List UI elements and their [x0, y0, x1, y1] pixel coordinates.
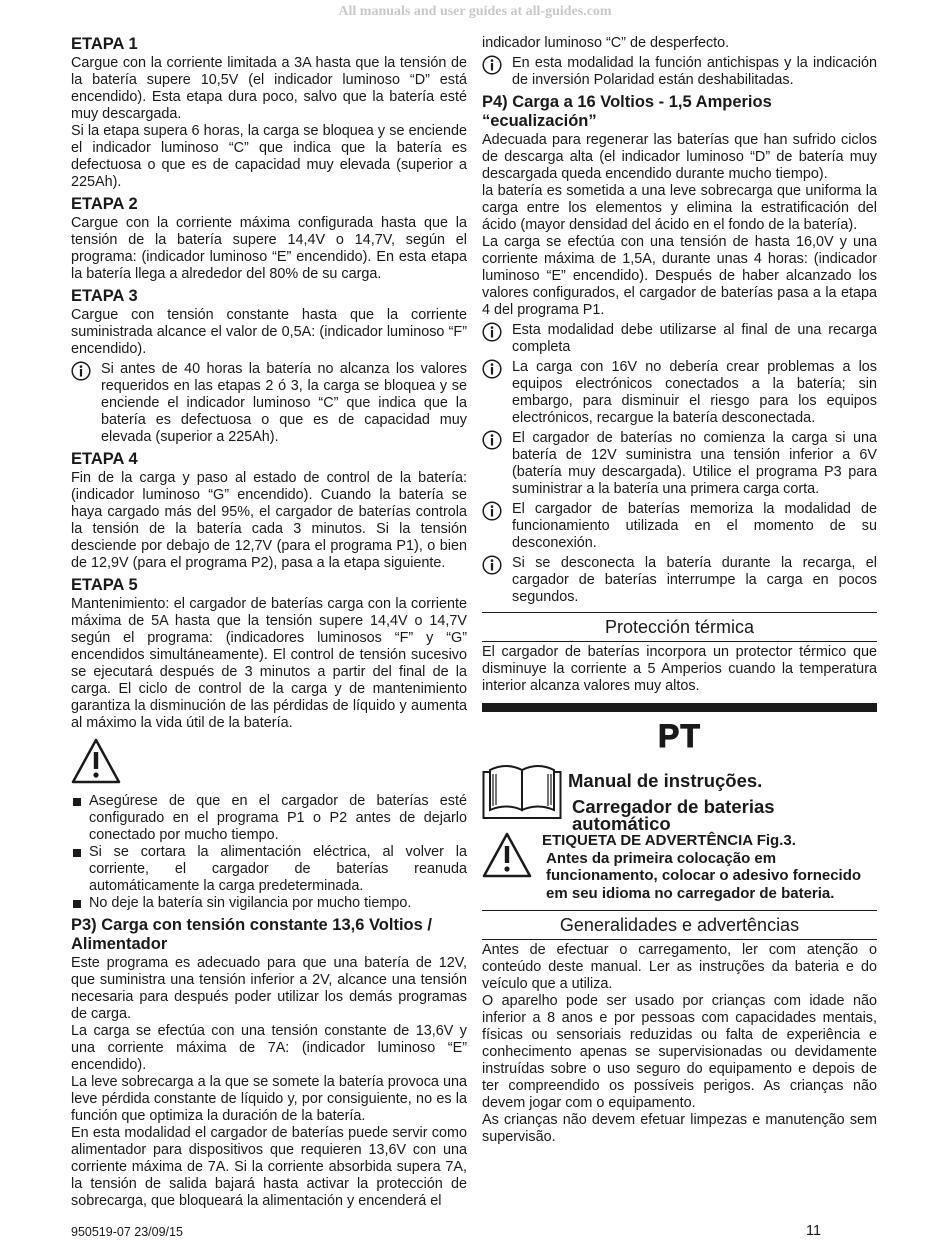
etapa3-note — [71, 361, 467, 446]
note-item — [482, 501, 877, 552]
left-column — [71, 35, 467, 1210]
info-icon — [71, 361, 91, 381]
list-item: Si se cortara la alimentación eléctrica, al volver la corriente, el cargador de baterías reanuda automáticamente la carga predeterminada. — [71, 844, 467, 895]
manual-header — [482, 760, 877, 834]
info-icon — [482, 359, 502, 379]
note-text: El cargador de baterías memoriza la modalidad de funcionamiento utilizada en el momento de su desconexión. — [512, 501, 877, 551]
warning-label-text: Antes da primeira colocação em funcionamento, colocar o adesivo fornecido em seu idioma no carregador de bateria. — [546, 849, 862, 902]
language-code: PT — [658, 718, 701, 754]
etapa4-title: ETAPA 4 — [71, 450, 138, 468]
language-bar — [482, 703, 877, 712]
general-p1: Antes de efectuar o carregamento, ler com atenção o conteúdo deste manual. Ler as instruções da bateria e do veículo que a utiliza. — [482, 942, 877, 992]
etapa1-title: ETAPA 1 — [71, 35, 138, 53]
etapa4-p1: Fin de la carga y paso al estado de control de la batería: (indicador luminoso “G” encendido). Cuando la batería se haya cargado más del 95%, el cargador de baterías controla la tensión de la batería cada 3 minutos. Si la tensión desciende por debajo de 12,7V (para el programa P1), o bien de 12,9V (para el programa P2), pasa a la etapa siguiente. — [71, 470, 467, 571]
thermal-title: Protección térmica — [604, 617, 755, 637]
etapa3-note-text: Si antes de 40 horas la batería no alcanza los valores requeridos en las etapas 2 ó 3, la carga se bloquea y se enciende el indicador luminoso “C” que indica que la batería es defectuosa o que es de capacidad muy elevada (superior a 225Ah). — [101, 361, 467, 445]
p4-title: P4) Carga a 16 Voltios - 1,5 Amperios “ecualización” — [482, 93, 772, 130]
warning-triangle-icon — [482, 832, 532, 878]
general-p3: As crianças não devem efetuar limpezas e manutenção sem supervisão. — [482, 1112, 877, 1145]
note-text: El cargador de baterías no comienza la carga si una batería de 12V suministra una tensión inferior a 6V (batería muy descargada). Utilice el programa P3 para suministrar a la batería una primera carga corta. — [512, 430, 877, 497]
p4-p2: la batería es sometida a una leve sobrecarga que uniforma la carga entre los elementos y elimina la estratificación del ácido (mayor densidad del ácido en el fondo de la batería). — [482, 183, 877, 233]
info-icon — [482, 555, 502, 575]
section-divider — [482, 641, 877, 642]
etapa5-title: ETAPA 5 — [71, 576, 138, 594]
thermal-p1: El cargador de baterías incorpora un protector térmico que disminuye la corriente a 5 Amperios cuando la temperatura interior alcanza valores muy altos. — [482, 644, 877, 694]
manual-subtitle: Carregador de baterias automático — [572, 796, 775, 834]
etapa1-p1: Cargue con la corriente limitada a 3A hasta que la tensión de la batería supere 10,5V (el indicador luminoso “D” está encendido). Esta etapa dura poco, salvo que la batería esté muy descargada. — [71, 55, 467, 122]
info-icon — [482, 501, 502, 521]
warning-label-block — [482, 832, 877, 902]
p4-p3: La carga se efectúa con una tensión de hasta 16,0V y una corriente máxima de 1,5A, durante unas 4 horas: (indicador luminoso “E” encendido). Después de haber alcanzado los valores configurados, el cargador de baterías pasa a la etapa 4 del programa P1. — [482, 234, 877, 318]
etapa3-p1: Cargue con tensión constante hasta que la corriente suministrada alcance el valor de 0,5A: (indicador luminoso “F” encendido). — [71, 307, 467, 357]
general-title: Generalidades e advertências — [559, 915, 800, 935]
etapa2-title: ETAPA 2 — [71, 195, 138, 213]
continued-text: indicador luminoso “C” de desperfecto. — [482, 35, 730, 51]
info-icon — [482, 55, 502, 75]
etapa3-title: ETAPA 3 — [71, 287, 138, 305]
section-divider — [482, 612, 877, 613]
p3-p3: La leve sobrecarga a la que se somete la batería provoca una leve pérdida constante de líquido y, por consiguiente, no es la función que optimiza la duración de la batería. — [71, 1074, 467, 1124]
list-item: Asegúrese de que en el cargador de baterías esté configurado en el programa P1 o P2 antes de dejarlo conectado por mucho tiempo. — [71, 793, 467, 844]
p3-p4: En esta modalidad el cargador de baterías puede servir como alimentador para dispositivos que requieren 13,6V con una corriente máxima de 7A. Si la corriente absorbida supera 7A, la tensión de salida bajará hasta activar la protección de sobrecarga, que bloqueará la alimentación y encenderá el — [71, 1125, 467, 1209]
note-text: Si se desconecta la batería durante la recarga, el cargador de baterías interrumpe la carga en pocos segundos. — [512, 555, 877, 605]
note-item — [482, 430, 877, 498]
manual-title: Manual de instruções. — [568, 770, 763, 791]
note-item — [482, 322, 877, 356]
general-p2: O aparelho pode ser usado por crianças com idade não inferior a 8 anos e por pessoas com capacidades mentais, físicas ou sensoriais reduzidas ou falta de experiência e conhecimento apenas se supervisionadas ou devidamente instruídas sobre o uso seguro do equipamento e depois de ter compreendido os possíveis perigos. As crianças não devem jogar com o equipamento. — [482, 993, 877, 1111]
p3-p1: Este programa es adecuado para que una batería de 12V, que suministra una tensión inferior a 2V, alcance una tensión necesaria para después poder utilizar los demás programas de carga. — [71, 955, 467, 1022]
etapa1-p2: Si la etapa supera 6 horas, la carga se bloquea y se enciende el indicador luminoso “C” que indica que la batería es defectuosa o que es de capacidad muy elevada (superior a 225Ah). — [71, 123, 467, 190]
warning-label-title: ETIQUETA DE ADVERTÊNCIA Fig.3. — [542, 832, 796, 849]
book-icon — [482, 760, 562, 820]
info-icon — [482, 430, 502, 450]
p3-title: P3) Carga con tensión constante 13,6 Voltios / Alimentador — [71, 916, 432, 953]
note-antichispas — [482, 55, 877, 89]
list-item: No deje la batería sin vigilancia por mucho tiempo. — [71, 895, 467, 912]
note-text: La carga con 16V no debería crear problemas a los equipos electrónicos conectados a la batería; sin embargo, para disminuir el riesgo para los equipos electrónicos, recargue la batería desconectada. — [512, 359, 877, 426]
note-text: Esta modalidad debe utilizarse al final de una recarga completa — [512, 322, 877, 355]
p3-p2: La carga se efectúa con una tensión constante de 13,6V y una corriente máxima de 7A: (indicador luminoso “E” encendido). — [71, 1023, 467, 1073]
note-item — [482, 359, 877, 427]
note-item — [482, 555, 877, 606]
warning-triangle-icon — [71, 738, 121, 784]
section-divider — [482, 910, 877, 911]
note-text: En esta modalidad la función antichispas y la indicación de inversión Polaridad están deshabilitadas. — [512, 55, 877, 88]
section-divider — [482, 939, 877, 940]
p4-p1: Adecuada para regenerar las baterías que han sufrido ciclos de descarga alta (el indicador luminoso “D” de batería muy descargada queda encendido durante mucho tiempo). — [482, 132, 877, 182]
watermark: All manuals and user guides at all-guides.com — [338, 4, 612, 19]
info-icon — [482, 322, 502, 342]
warning-list — [71, 793, 467, 912]
etapa2-p1: Cargue con la corriente máxima configurada hasta que la tensión de la batería supere 14,4V o 14,7V, según el programa: (indicador luminoso “E” encendido). En esta etapa la batería llega a alrededor del 80% de su carga. — [71, 215, 467, 282]
document-code: 950519-07 23/09/15 — [71, 1225, 183, 1239]
right-column — [482, 35, 877, 1146]
etapa5-p1: Mantenimiento: el cargador de baterías carga con la corriente máxima de 5A hasta que la tensión supere 14,4V o 14,7V según el programa: (indicadores luminosos “F” y “G” encendidos simultáneamente). El control de tensión sucesivo se ejecutará después de 3 minutos a partir del final de la carga. El ciclo de control de la carga y de mantenimiento garantiza la disminución de las pérdidas de líquido y aumenta al máximo la vida útil de la batería. — [71, 596, 467, 731]
page-number: 11 — [806, 1223, 822, 1239]
